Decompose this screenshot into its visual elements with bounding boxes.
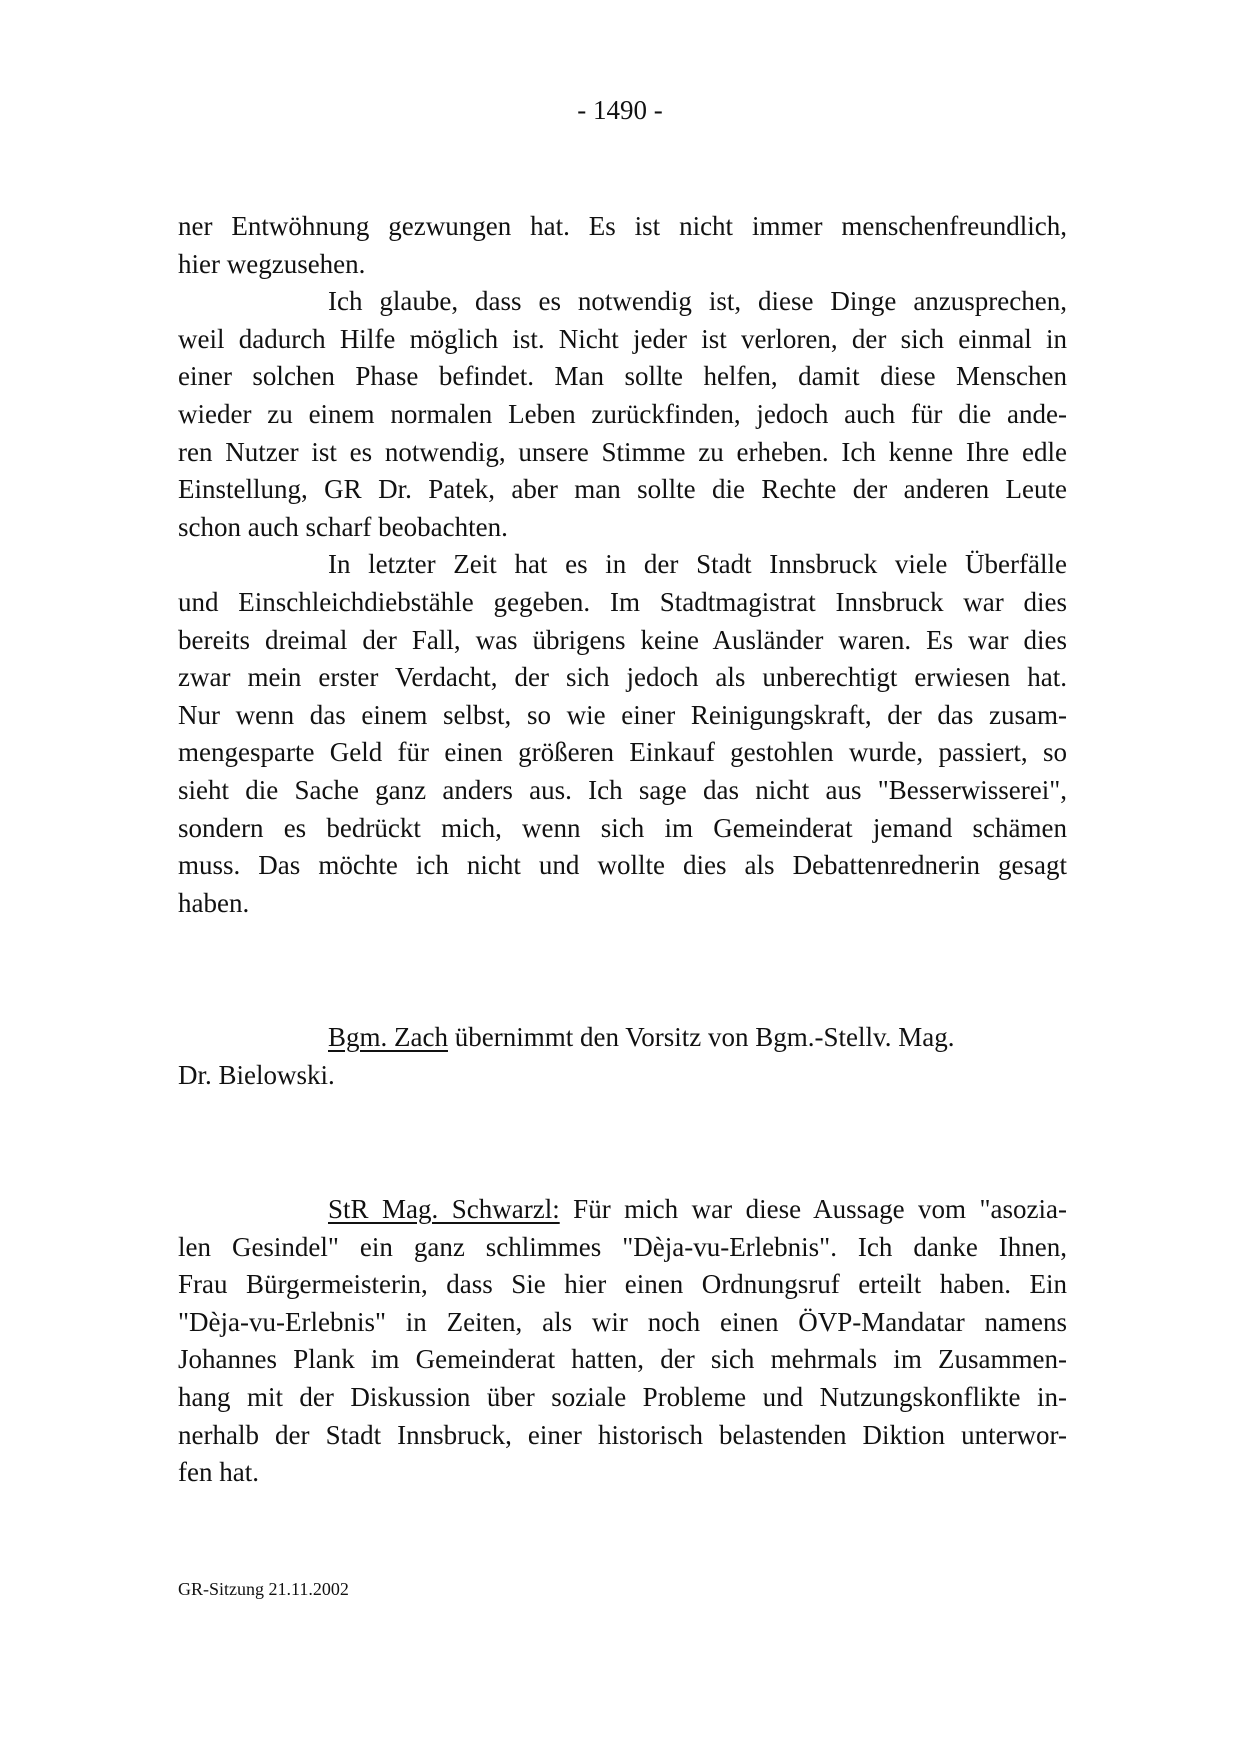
text-line: hier wegzusehen. [178,248,366,279]
text-line: Ich glaube, dass es notwendig ist, diese Dinge anzusprechen, [328,286,1067,317]
text-line: wieder zu einem normalen Leben zurückfinden, jedoch auch für die ande- [178,398,1067,429]
text-line: zwar mein erster Verdacht, der sich jedoch als unberechtigt erwiesen hat. [178,662,1067,693]
chair-change-notice [178,1019,1067,1094]
text-line [178,1019,1067,1057]
text-line: bereits dreimal der Fall, was übrigens keine Ausländer waren. Es war dies [178,624,1067,655]
text-line: Nur wenn das einem selbst, so wie einer Reinigungskraft, der das zusam- [178,699,1067,730]
text-line: und Einschleichdiebstähle gegeben. Im Stadtmagistrat Innsbruck war dies [178,586,1067,617]
speech-speaker-name: StR Mag. Schwarzl: [328,1194,560,1224]
text-line: fen hat. [178,1457,259,1488]
text-line: sondern es bedrückt mich, wenn sich im Gemeinderat jemand schämen [178,812,1067,843]
text-line: ren Nutzer ist es notwendig, unsere Stimme zu erheben. Ich kenne Ihre edle [178,436,1067,467]
page-footer: GR-Sitzung 21.11.2002 [178,1579,349,1599]
chair-speaker-name: Bgm. Zach [328,1022,448,1052]
text-line: weil dadurch Hilfe möglich ist. Nicht jeder ist verloren, der sich einmal in [178,323,1067,354]
text-line: einer solchen Phase befindet. Man sollte helfen, damit diese Menschen [178,361,1067,392]
speech-block [178,1191,1067,1492]
text-line: Einstellung, GR Dr. Patek, aber man sollte die Rechte der anderen Leute [178,474,1067,505]
text-line [178,1191,1067,1229]
text-line: muss. Das möchte ich nicht und wollte dies als Debattenrednerin gesagt [178,850,1067,881]
speech-opening-text: Für mich war diese Aussage vom "asozia- [559,1194,1067,1224]
page-number: - 1490 - [577,95,663,125]
text-line: nerhalb der Stadt Innsbruck, einer historisch belastenden Diktion unterwor- [178,1419,1067,1450]
text-line: Dr. Bielowski. [178,1059,335,1090]
text-line: mengesparte Geld für einen größeren Einkauf gestohlen wurde, passiert, so [178,737,1067,768]
text-line: haben. [178,887,250,918]
text-line: schon auch scharf beobachten. [178,511,508,542]
text-line: Frau Bürgermeisterin, dass Sie hier einen Ordnungsruf erteilt haben. Ein [178,1269,1067,1300]
text-line: len Gesindel" ein ganz schlimmes "Dèja-vu-Erlebnis". Ich danke Ihnen, [178,1231,1067,1262]
main-text-block [178,208,1067,922]
text-line: "Dèja-vu-Erlebnis" in Zeiten, als wir noch einen ÖVP-Mandatar namens [178,1306,1067,1337]
text-line: ner Entwöhnung gezwungen hat. Es ist nicht immer menschenfreundlich, [178,211,1067,241]
chair-change-text: übernimmt den Vorsitz von Bgm.-Stellv. Mag. [447,1022,955,1052]
text-line: In letzter Zeit hat es in der Stadt Innsbruck viele Überfälle [328,549,1067,580]
text-line: Johannes Plank im Gemeinderat hatten, der sich mehrmals im Zusammen- [178,1344,1067,1375]
text-line: hang mit der Diskussion über soziale Probleme und Nutzungskonflikte in- [178,1381,1067,1412]
text-line: sieht die Sache ganz anders aus. Ich sage das nicht aus "Besserwisserei", [178,774,1067,805]
